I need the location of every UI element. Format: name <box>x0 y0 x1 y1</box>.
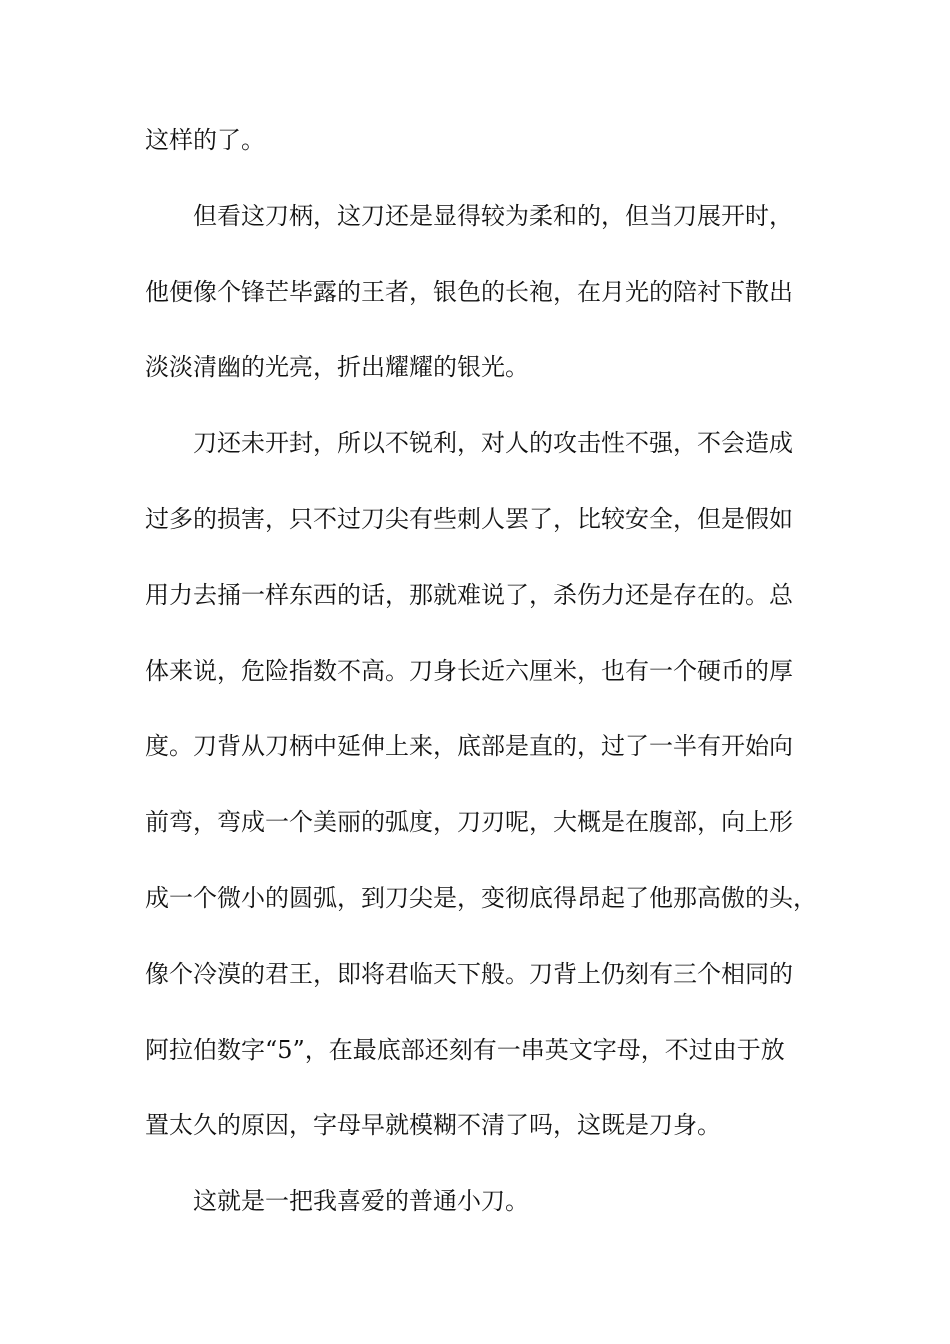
text-line-content: 前弯，弯成一个美丽的弧度，刀刃呢，大概是在腹部，向上形 <box>145 808 793 837</box>
text-line <box>145 883 835 962</box>
text-line <box>145 656 835 735</box>
text-line-content: 淡淡清幽的光亮，折出耀耀的银光。 <box>145 353 529 382</box>
text-line <box>145 355 835 431</box>
text-line-content: 阿拉伯数字“5”，在最底部还刻有一串英文字母，不过由于放 <box>145 1035 785 1064</box>
text-line <box>145 1035 835 1114</box>
text-line <box>145 959 835 1038</box>
text-line-content: 度。刀背从刀柄中延伸上来，底部是直的，过了一半有开始向 <box>145 732 793 761</box>
text-line <box>145 580 835 659</box>
paragraph-start-line <box>145 1189 835 1265</box>
text-line-content: 他便像个锋芒毕露的王者，银色的长袍，在月光的陪衬下散出 <box>145 277 793 306</box>
text-line <box>145 277 835 356</box>
text-line-content: 刀还未开封，所以不锐利，对人的攻击性不强，不会造成 <box>193 429 793 458</box>
text-line-content: 体来说，危险指数不高。刀身长近六厘米，也有一个硬币的厚 <box>145 656 793 685</box>
text-line-content: 用力去捅一样东西的话，那就难说了，杀伤力还是存在的。总 <box>145 580 793 609</box>
text-line-content: 这就是一把我喜爱的普通小刀。 <box>193 1187 529 1216</box>
text-line-content: 置太久的原因，字母早就模糊不清了吗，这既是刀身。 <box>145 1111 721 1140</box>
paragraph-start-line <box>145 431 835 507</box>
text-line <box>145 128 835 204</box>
text-line-content: 这样的了。 <box>145 126 265 154</box>
text-line-content: 成一个微小的圆弧，到刀尖是，变彻底得昂起了他那高傲的头， <box>145 883 817 912</box>
text-line <box>145 810 835 886</box>
text-line-content: 像个冷漠的君王，即将君临天下般。刀背上仍刻有三个相同的 <box>145 959 793 988</box>
paragraph-start-line <box>145 201 835 280</box>
text-line-content: 但看这刀柄，这刀还是显得较为柔和的，但当刀展开时， <box>193 201 793 230</box>
text-line <box>145 1113 835 1189</box>
text-line <box>145 734 835 810</box>
text-line <box>145 504 835 583</box>
text-line-content: 过多的损害，只不过刀尖有些刺人罢了，比较安全，但是假如 <box>145 504 793 533</box>
body-text <box>145 128 835 1265</box>
